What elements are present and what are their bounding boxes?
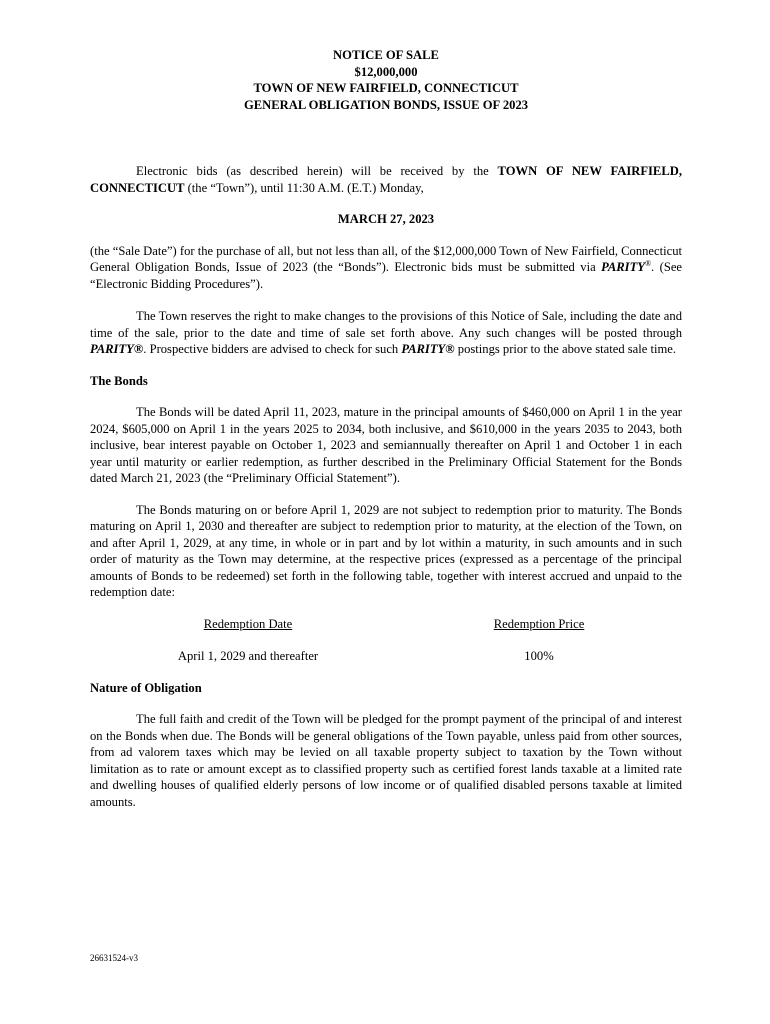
sale-paragraph (90, 243, 682, 293)
registered-mark: ® (644, 258, 652, 268)
notice-header (90, 47, 682, 113)
parity-name-2: PARITY® (401, 342, 455, 356)
sale-date: MARCH 27, 2023 (337, 212, 435, 226)
redemption-date-header: Redemption Date (203, 616, 293, 631)
sale-text-1: (the “Sale Date”) for the purchase of all, but not less than all, of the $12,000,000 Town of New Fairfield, Connecticut General Obligation Bonds, Issue of 2023 (the “Bonds”). Electronic bids must be submitted via (90, 243, 682, 274)
document-id: 26631524-v3 (90, 953, 138, 963)
intro-town-name: TOWN OF NEW FAIRFIELD, CONNECTICUT (90, 164, 682, 195)
redemption-price-header: Redemption Price (493, 616, 585, 631)
redemption-date-cell: April 1, 2029 and thereafter (177, 649, 319, 663)
header-issuer: TOWN OF NEW FAIRFIELD, CONNECTICUT (253, 81, 519, 95)
bonds-paragraph-2: The Bonds maturing on or before April 1, 2029 are not subject to redemption prior to maturity. The Bonds maturing on April 1, 2030 and thereafter are subject to redemption prior to maturity, at the election of the Town, on and after April 1, 2029, at any time, in whole or in part and by lot within a maturity, in such amounts and in such order of maturity as the Town may determine, at the respective prices (expressed as a percentage of the principal amounts of Bonds to be redeemed) set forth in the following table, together with interest accrued and unpaid to the redemption date: (90, 502, 682, 599)
parity-name-1: PARITY® (90, 342, 144, 356)
redemption-table (90, 616, 682, 633)
intro-text-1: Electronic bids (as described herein) will be received by the (136, 164, 498, 178)
intro-paragraph (90, 163, 682, 196)
section-title-obligation: Nature of Obligation (90, 680, 202, 695)
parity-name: PARITY (601, 260, 645, 274)
section-title-bonds: The Bonds (90, 373, 148, 388)
reserve-text-1: The Town reserves the right to make changes to the provisions of this Notice of Sale, including the date and time of the sale, prior to the date and time of sale set forth above. Any such changes will be posted through (90, 309, 682, 340)
reserve-text-2: . Prospective bidders are advised to check for such (143, 342, 402, 356)
table-row (90, 648, 682, 665)
sale-text-2: . (See “Electronic Bidding Procedures”). (90, 260, 683, 291)
document-page (90, 47, 682, 810)
reserve-paragraph (90, 308, 682, 358)
reserve-text-3: postings prior to the above stated sale time. (454, 342, 677, 356)
bonds-paragraph-1: The Bonds will be dated April 11, 2023, mature in the principal amounts of $460,000 on April 1 in the year 2024, $605,000 on April 1 in the years 2025 to 2034, both inclusive, and $610,000 in the years 2035 to 2043, both inclusive, bear interest payable on October 1, 2023 and semiannually thereafter on April 1 and October 1 in each year until maturity or earlier redemption, as further described in the Preliminary Official Statement for the Bonds dated March 21, 2023 (the “Preliminary Official Statement”). (90, 405, 682, 485)
header-amount: $12,000,000 (354, 64, 418, 79)
redemption-price-cell: 100% (524, 649, 554, 663)
obligation-paragraph: The full faith and credit of the Town will be pledged for the prompt payment of the principal of and interest on the Bonds when due. The Bonds will be general obligations of the Town payable, unless paid from other sources, from ad valorem taxes which may be levied on all taxable property subject to taxation by the Town without limitation as to rate or amount except as to classified property such as certified forest lands taxable at a limited rate and dwelling houses of qualified elderly persons of low income or of qualified disabled persons taxable at limited amounts. (90, 712, 682, 809)
header-issue: GENERAL OBLIGATION BONDS, ISSUE OF 2023 (243, 97, 529, 112)
header-title: NOTICE OF SALE (333, 48, 439, 62)
intro-text-2: (the “Town”), until 11:30 A.M. (E.T.) Monday, (184, 180, 424, 195)
